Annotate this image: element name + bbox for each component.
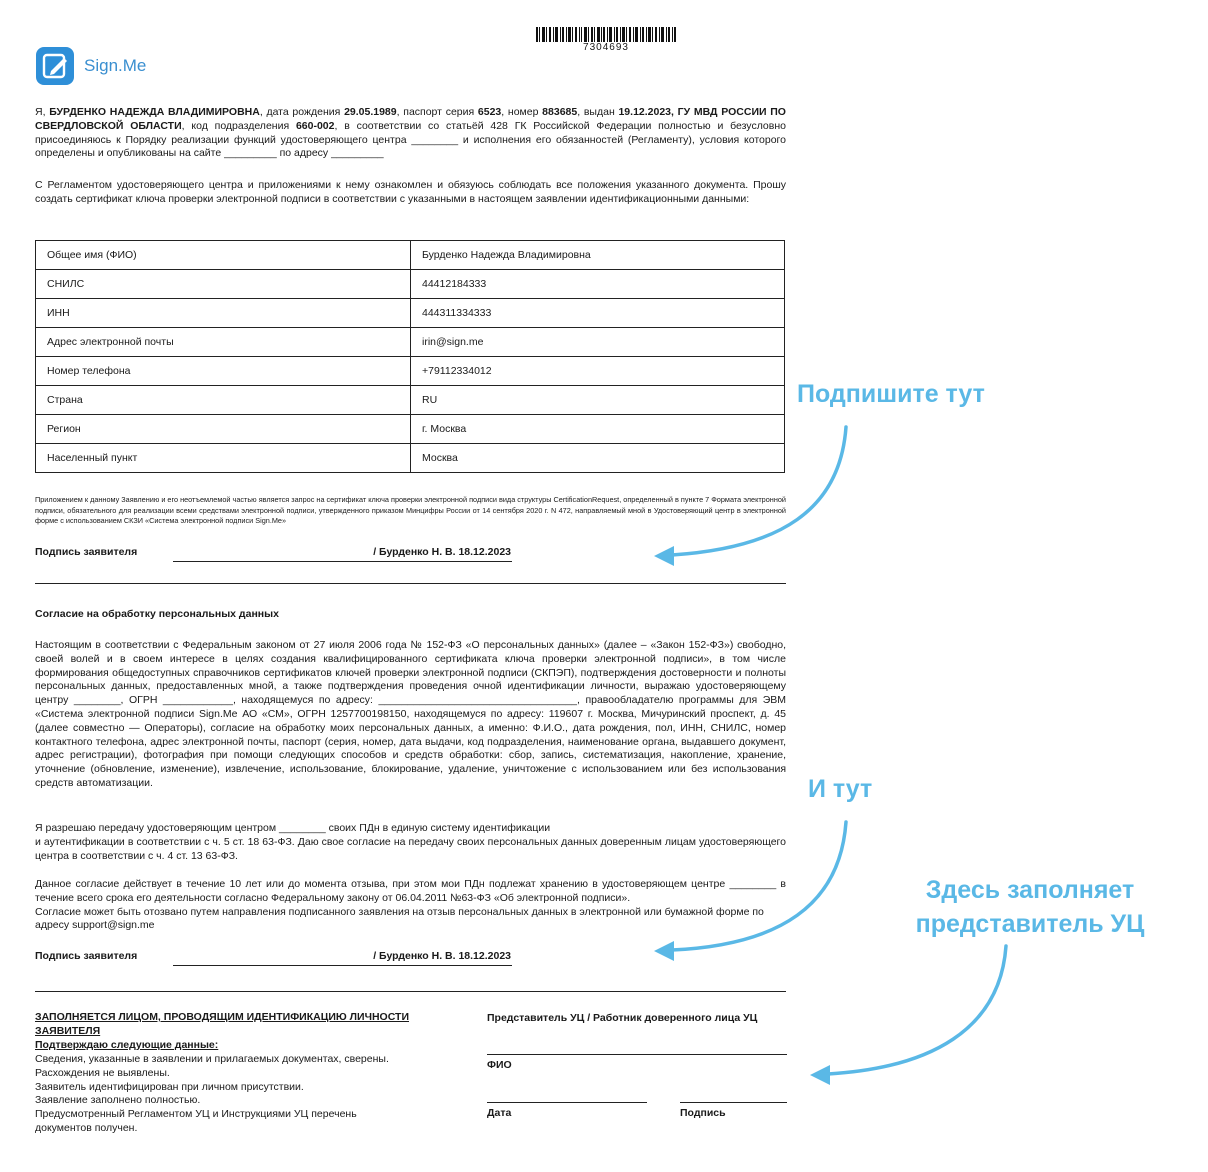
table-row — [36, 357, 785, 386]
table-label: Регион — [36, 415, 411, 444]
attachment-note: Приложением к данному Заявлению и его неотъемлемой частью является запрос на сертификат ключа проверки электронной подписи вида структуры CertificationRequest, определенный в пункте 7 Формата электронной подписи, обязательного для реализации всеми средствами электронной подписи, утвержденного приказом Минцифры России от 14 сентября 2020 г. N 472, направляемый мной в Удостоверяющий центр в электронной форме с использованием СКЗИ «Система электронной подписи Sign.Me» — [35, 495, 786, 526]
table-row — [36, 415, 785, 444]
table-label: Страна — [36, 386, 411, 415]
consent-title: Согласие на обработку персональных данных — [35, 608, 279, 620]
barcode-number: 7304693 — [583, 42, 629, 53]
table-row — [36, 270, 785, 299]
table-label: Номер телефона — [36, 357, 411, 386]
list-item: Заявление заполнено полностью. — [35, 1094, 201, 1107]
list-item: Предусмотренный Регламентом УЦ и Инструкциями УЦ перечень — [35, 1108, 357, 1121]
applicant-data-table — [35, 240, 785, 473]
table-label: Общее имя (ФИО) — [36, 241, 411, 270]
division-code: 660-002 — [295, 119, 335, 132]
representative-fio-field[interactable] — [487, 1054, 787, 1055]
arrowhead-2 — [654, 941, 674, 961]
signature-name-2: / Бурденко Н. В. 18.12.2023 — [373, 950, 511, 962]
arrowhead-1 — [654, 546, 674, 566]
annotation-representative-fills: Здесь заполняет представитель УЦ — [915, 876, 1145, 938]
representative-title: Представитель УЦ / Работник доверенного лица УЦ — [487, 1012, 758, 1024]
list-item: Сведения, указанные в заявлении и прилагаемых документах, сверены. — [35, 1053, 389, 1065]
consent-paragraph-1: Настоящим в соответствии с Федеральным законом от 27 июля 2006 года № 152-ФЗ «О персональных данных» (далее – «Закон 152-ФЗ») свободно, своей волей и в своем интересе в целях создания квалифицированного сертификата ключа проверки электронной подписи», в том числе формирования общедоступных справочников сертификатов ключей проверки электронной подписи (СКПЭП), подтверждения достоверности и полноты персональных данных, предоставленных мной, а также подтверждения проведения очной идентификации личности, выражаю удостоверяющему центру ________, ОГРН ____________, находящемуся по адресу: __________________________________, правообладателю программы для ЭВМ «Система электронной подписи Sign.Me АО «СМ», ОГРН 1257700198150, находящемуся по адресу: 119607 г. Москва, Мичуринский проспект, д. 45 (далее совместно — Операторы), согласие на обработку моих персональных данных, а именно: Ф.И.О., дата рождения, пол, ИНН, СНИЛС, номер контактного телефона, адрес электронной почты, паспорт (серия, номер, дата выдачи, код подразделения, наименование органа, выдавшего документ, адрес регистрации), фотография при помощи следующих способов и средств обработки: сбор, запись, систематизация, накопление, хранение, уточнение (обновление, изменение), извлечение, использование, блокирование, удаление, уничтожение с использованием или без использования средств автоматизации. — [35, 639, 786, 789]
statement-paragraph-1: Я, БУРДЕНКО НАДЕЖДА ВЛАДИМИРОВНА, дата рождения 29.05.1989, паспорт серия 6523, номер 883685, выдан 19.12.2023, ГУ МВД РОССИИ ПО СВЕРДЛОВСКОЙ ОБЛАСТИ, код подразделения 660-002, в соответствии со статьёй 428 ГК Российской Федерации полностью и безусловно присоединяюсь к Порядку реализации функций удостоверяющего центра ________ и исполнения его обязанностей (Регламенту), условия которого определены и опубликованы на сайте _________ по адресу _________ — [35, 106, 786, 160]
arrow-to-representative — [828, 946, 1006, 1074]
annotation-sign-here: Подпишите тут — [797, 380, 985, 408]
passport-issued: 19.12.2023, ГУ МВД РОССИИ ПО СВЕРДЛОВСКОЙ ОБЛАСТИ — [35, 106, 786, 132]
signature-label-1: Подпись заявителя — [35, 546, 138, 558]
sign-me-logo-icon — [36, 47, 74, 85]
table-value: Москва — [411, 444, 785, 473]
identification-title: ЗАПОЛНЯЕТСЯ ЛИЦОМ, ПРОВОДЯЩИМ ИДЕНТИФИКАЦИЮ ЛИЧНОСТИ ЗАЯВИТЕЛЯ — [35, 1011, 409, 1037]
list-item: документов получен. — [35, 1121, 138, 1134]
table-value: г. Москва — [411, 415, 785, 444]
table-label: Населенный пункт — [36, 444, 411, 473]
representative-fio-label: ФИО — [487, 1059, 512, 1071]
passport-number: 883685 — [542, 106, 578, 118]
signature-label-2: Подпись заявителя — [35, 950, 138, 962]
table-value: Бурденко Надежда Владимировна — [411, 241, 785, 270]
applicant-name: БУРДЕНКО НАДЕЖДА ВЛАДИМИРОВНА — [49, 106, 260, 118]
representative-date-field[interactable] — [487, 1102, 647, 1103]
table-row — [36, 241, 785, 270]
section-divider — [35, 991, 786, 992]
table-value: +79112334012 — [411, 357, 785, 386]
section-divider — [35, 583, 786, 584]
list-item: Расхождения не выявлены. — [35, 1066, 170, 1079]
representative-signature-field[interactable] — [680, 1102, 787, 1103]
representative-signature-label: Подпись — [680, 1107, 726, 1119]
table-label: ИНН — [36, 299, 411, 328]
identification-list — [35, 1053, 465, 1136]
statement-paragraph-2: С Регламентом удостоверяющего центра и приложениями к нему ознакомлен и обязуюсь соблюдать все положения указанного документа. Прошу создать сертификат ключа проверки электронной подписи в соответствии с указанными в настоящем заявлении идентификационными данными: — [35, 179, 786, 205]
brand-name: Sign.Me — [84, 56, 147, 75]
table-row — [36, 299, 785, 328]
table-value: 444311334333 — [411, 299, 785, 328]
consent-paragraph-2: Я разрешаю передачу удостоверяющим центром ________ своих ПДн в единую систему идентификации и аутентификации в соответствии с ч. 5 ст. 18 63-ФЗ. Даю свое согласие на передачу своих персональных данных доверенным лицам удостоверяющего центра в соответствии с ч. 4 ст. 13 63-ФЗ. — [35, 822, 786, 862]
table-value: RU — [411, 386, 785, 415]
table-label: СНИЛС — [36, 270, 411, 299]
table-row — [36, 444, 785, 473]
annotation-and-here: И тут — [808, 775, 873, 803]
barcode — [536, 27, 676, 42]
table-row — [36, 328, 785, 357]
table-label: Адрес электронной почты — [36, 328, 411, 357]
signature-field-1[interactable] — [173, 561, 512, 562]
birth-date: 29.05.1989 — [344, 106, 397, 118]
signature-name-1: / Бурденко Н. В. 18.12.2023 — [373, 546, 511, 558]
list-item: Заявитель идентифицирован при личном присутствии. — [35, 1080, 304, 1093]
table-value: irin@sign.me — [411, 328, 785, 357]
consent-paragraph-3: Данное согласие действует в течение 10 лет или до момента отзыва, при этом мои ПДн подлежат хранению в удостоверяющем центре ________ в течение всего срока его деятельности согласно Федеральному закону от 06.04.2011 №63-ФЗ «Об электронной подписи». Согласие может быть отозвано путем направления подписанного заявления на отзыв персональных данных в электронной или бумажной форме по адресу support@sign.me — [35, 878, 786, 932]
passport-series: 6523 — [477, 106, 502, 118]
signature-field-2[interactable] — [173, 965, 512, 966]
arrowhead-3 — [810, 1065, 830, 1085]
table-value: 44412184333 — [411, 270, 785, 299]
identification-confirm-label: Подтверждаю следующие данные: — [35, 1039, 219, 1051]
table-row — [36, 386, 785, 415]
representative-date-label: Дата — [487, 1107, 512, 1119]
